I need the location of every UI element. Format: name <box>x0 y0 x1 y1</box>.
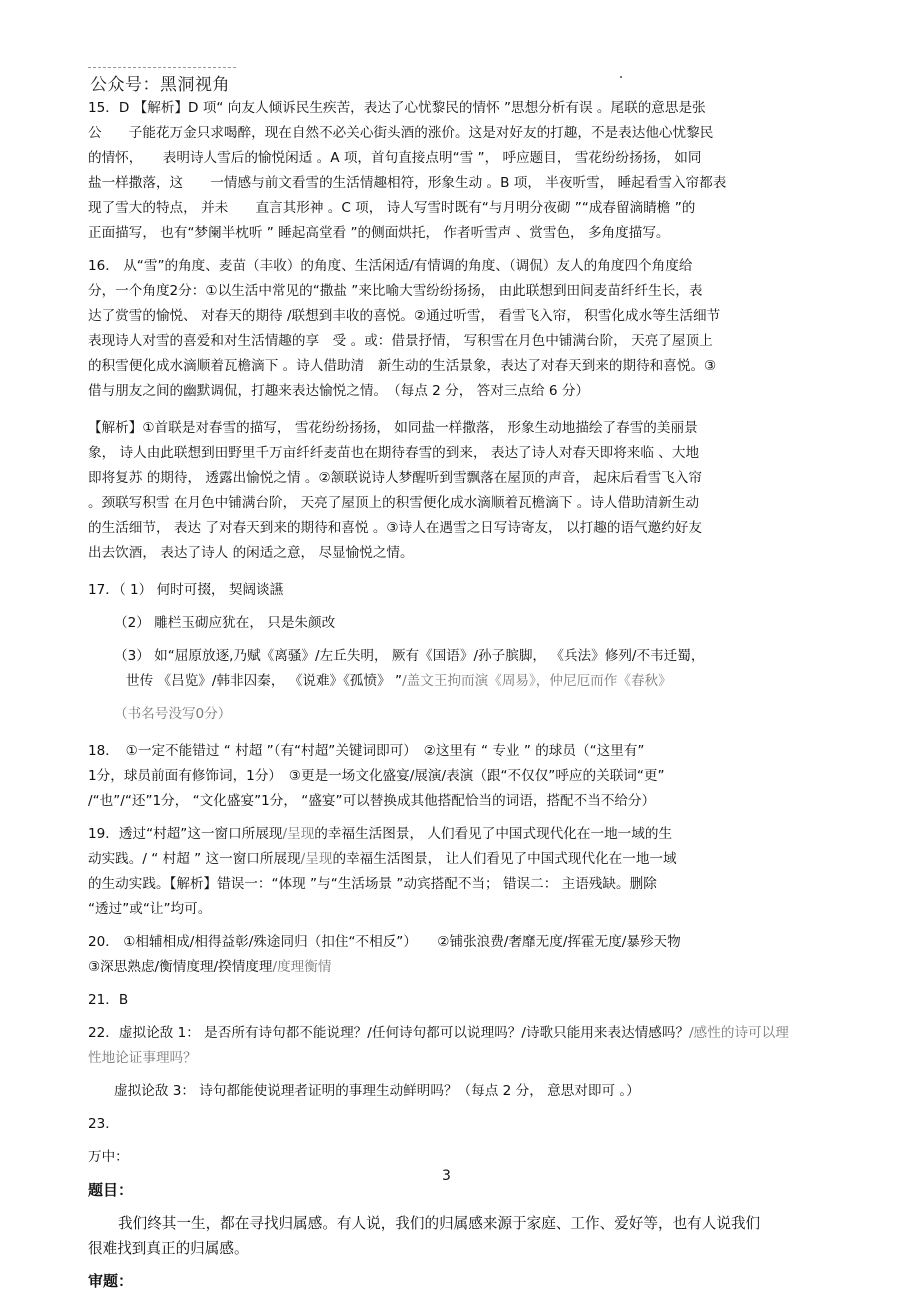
text-span: /呈现 <box>282 826 315 842</box>
text-line: 我们终其一生，都在寻找归属感。有人说，我们的归属感来源于家庭、工作、爱好等，也有人说我们 <box>118 1215 761 1232</box>
text-line: “透过”或“让”均可。 <box>88 901 212 917</box>
text-line <box>88 1021 828 1046</box>
text-line: 盐一样撒落，这 一情感与前文看雪的生活情趣相符，形象生动 。B 项， 半夜听雪， 睡起看雪入帘都表 <box>88 175 727 191</box>
text-line: 现了雪大的特点， 并未 直言其形神 。C 项， 诗人写雪时既有“与月明分夜砌 ”“成春留滴睛檐 ”的 <box>88 200 696 216</box>
text-line: 。颈联写积雪 在月色中铺满台阶， 天亮了屋顶上的积雪便化成水滴顺着瓦檐滴下 。诗人借助清新生动 <box>88 495 700 511</box>
text-span: /感性的诗可以理 <box>689 1025 789 1041</box>
text-line: 出去饮酒， 表达了诗人 的闲适之意， 尽显愉悦之情。 <box>88 545 414 561</box>
text-line: 万中： <box>88 1149 129 1165</box>
text-span: 动实践。/ “ 村超 ” 这一窗口所展现 <box>88 851 301 867</box>
text-span: 19．透过“村超”这一窗口所展现 <box>88 826 283 842</box>
text-line: 16． 从“雪”的角度、麦苗（丰收）的角度、生活闲适/有情调的角度、（调侃）友人的角度四个角度给 <box>88 258 693 274</box>
text-span: ③深思熟虑/衡情度理/揆情度理 <box>88 959 273 975</box>
text-line: 借与朋友之间的幽默调侃，打趣来表达愉悦之情。 （每点 2 分， 答对三点给 6 分） <box>88 383 590 399</box>
text-line: 公 子能花万金只求喝醉，现在自然不必关心街头酒的涨价。这是对好友的打趣，不是表达他心忧黎民 <box>88 125 714 141</box>
q17-block <box>88 578 828 727</box>
text-line: 达了赏雪的愉悦、 对春天的期待 /联想到丰收的喜悦。②通过听雪， 看雪飞入帘， 积雪化成水等生活细节 <box>88 308 721 324</box>
text-line: 【解析】①首联是对春雪的描写， 雪花纷纷扬扬， 如同盐一样撒落， 形象生动地描绘了春雪的美丽景 <box>88 420 698 436</box>
text-line: （2） 雕栏玉砌应犹在， 只是朱颜改 <box>114 615 336 631</box>
text-line: 23． <box>88 1116 119 1132</box>
text-line: 象， 诗人由此联想到田野里千万亩纤纤麦苗也在期待春雪的到来， 表达了诗人对春天即将来临 、大地 <box>88 445 700 461</box>
text-span: 的幸福生活图景， 人们看见了中国式现代化在一地一域的生 <box>314 826 673 842</box>
text-line: 17．（ 1） 何时可掇， 契阔谈讌 <box>88 582 284 598</box>
text-line: 正面描写， 也有“梦阑半枕听 ” 睡起高堂看 ”的侧面烘托， 作者听雪声 、赏雪色， 多角度描写。 <box>88 225 670 241</box>
text-line: （3） 如“屈原放逐,乃赋《离骚》/左丘失明， 厥有《国语》/孙子膑脚， 《兵法》修列/不韦迁蜀， <box>114 648 705 664</box>
scoring-note: （书名号没写0分） <box>114 706 232 722</box>
q20-block <box>88 930 828 980</box>
text-line <box>88 669 828 694</box>
scan-speck <box>620 76 622 78</box>
section-heading: 审题： <box>88 1272 134 1290</box>
text-line: 的生动实践。【解析】错误一：“体现 ”与“生活场景 ”动宾搭配不当； 错误二： 主语残缺。删除 <box>88 876 657 892</box>
page-number: 3 <box>442 1168 451 1184</box>
text-line: 性地论证事理吗？ <box>88 1050 197 1066</box>
text-span: 的幸福生活图景， 让人们看见了中国式现代化在一地一域 <box>332 851 677 867</box>
q16-block <box>88 254 828 404</box>
text-line: 21．B <box>88 992 129 1008</box>
answer-content <box>88 96 828 1294</box>
text-line: 分，一个角度2分：①以生活中常见的“撒盐 ”来比喻大雪纷纷扬扬， 由此联想到田间麦苗纤纤生长，表 <box>88 283 703 299</box>
text-span: 22．虚拟论敌 1： 是否所有诗句都不能说理？/任何诗句都可以说理吗？/诗歌只能用来表达情感吗？ <box>88 1025 690 1041</box>
q18-block <box>88 739 828 814</box>
text-line: 表现诗人对雪的喜爱和对生活情趣的享 受 。或：借景抒情， 写积雪在月色中铺满台阶， 天亮了屋顶上 <box>88 333 713 349</box>
q23-block <box>88 1112 828 1294</box>
text-span: 世传 《吕览》/韩非囚秦， 《说难》《孤愤》 ” <box>126 673 403 689</box>
header-divider <box>88 67 236 68</box>
text-line: /“也”/“还”1分， “文化盛宴”1分， “盛宴”可以替换成其他搭配恰当的词语，搭配不当不给分） <box>88 793 656 809</box>
text-line: 虚拟论敌 3： 诗句都能使说理者证明的事理生动鲜明吗？（每点 2 分， 意思对即可 。） <box>114 1083 640 1099</box>
q19-block <box>88 822 828 922</box>
text-line: 18． ①一定不能错过 “ 村超 ”（有“村超”关键词即可） ②这里有 “ 专业 ” 的球员（“这里有” <box>88 743 645 759</box>
watermark: 公众号：黑洞视角 <box>90 75 230 95</box>
text-span: /盖文王拘而演《周易》，仲尼厄而作《春秋》 <box>402 673 672 689</box>
q16-analysis-block <box>88 416 828 566</box>
text-span: /度理衡情 <box>272 959 332 975</box>
q22-block <box>88 1021 828 1104</box>
text-span: /呈现 <box>300 851 333 867</box>
section-heading: 题目： <box>88 1181 134 1199</box>
q21-block <box>88 988 828 1013</box>
text-line: 的积雪便化成水滴顺着瓦檐滴下 。诗人借助清 新生动的生活景象，表达了对春天到来的期待和喜悦。③ <box>88 358 717 374</box>
text-line <box>88 847 828 872</box>
text-line <box>88 822 828 847</box>
text-line: 的情怀， 表明诗人雪后的愉悦闲适 。A 项，首句直接点明“雪 ”， 呼应题目， 雪花纷纷扬扬， 如同 <box>88 150 702 166</box>
text-line: 的生活细节， 表达 了对春天到来的期待和喜悦 。③诗人在遇雪之日写诗寄友， 以打趣的语气邀约好友 <box>88 520 702 536</box>
text-line: 即将复苏 的期待， 透露出愉悦之情 。②颔联说诗人梦醒听到雪飘落在屋顶的声音， 起床后看雪飞入帘 <box>88 470 702 486</box>
text-line <box>88 955 828 980</box>
text-line: 20． ①相辅相成/相得益彰/殊途同归（扣住“不相反”） ②铺张浪费/奢靡无度/挥霍无度/暴殄天物 <box>88 934 681 950</box>
text-line: 1分，球员前面有修饰词，1分） ③更是一场文化盛宴/展演/表演（跟“不仅仅”呼应的关联词“更” <box>88 768 665 784</box>
q15-block <box>88 96 828 246</box>
text-line: 很难找到真正的归属感。 <box>88 1240 249 1257</box>
text-line: 15．D 【解析】D 项“ 向友人倾诉民生疾苦，表达了心忧黎民的情怀 ”思想分析有误 。尾联的意思是张 <box>88 100 706 116</box>
